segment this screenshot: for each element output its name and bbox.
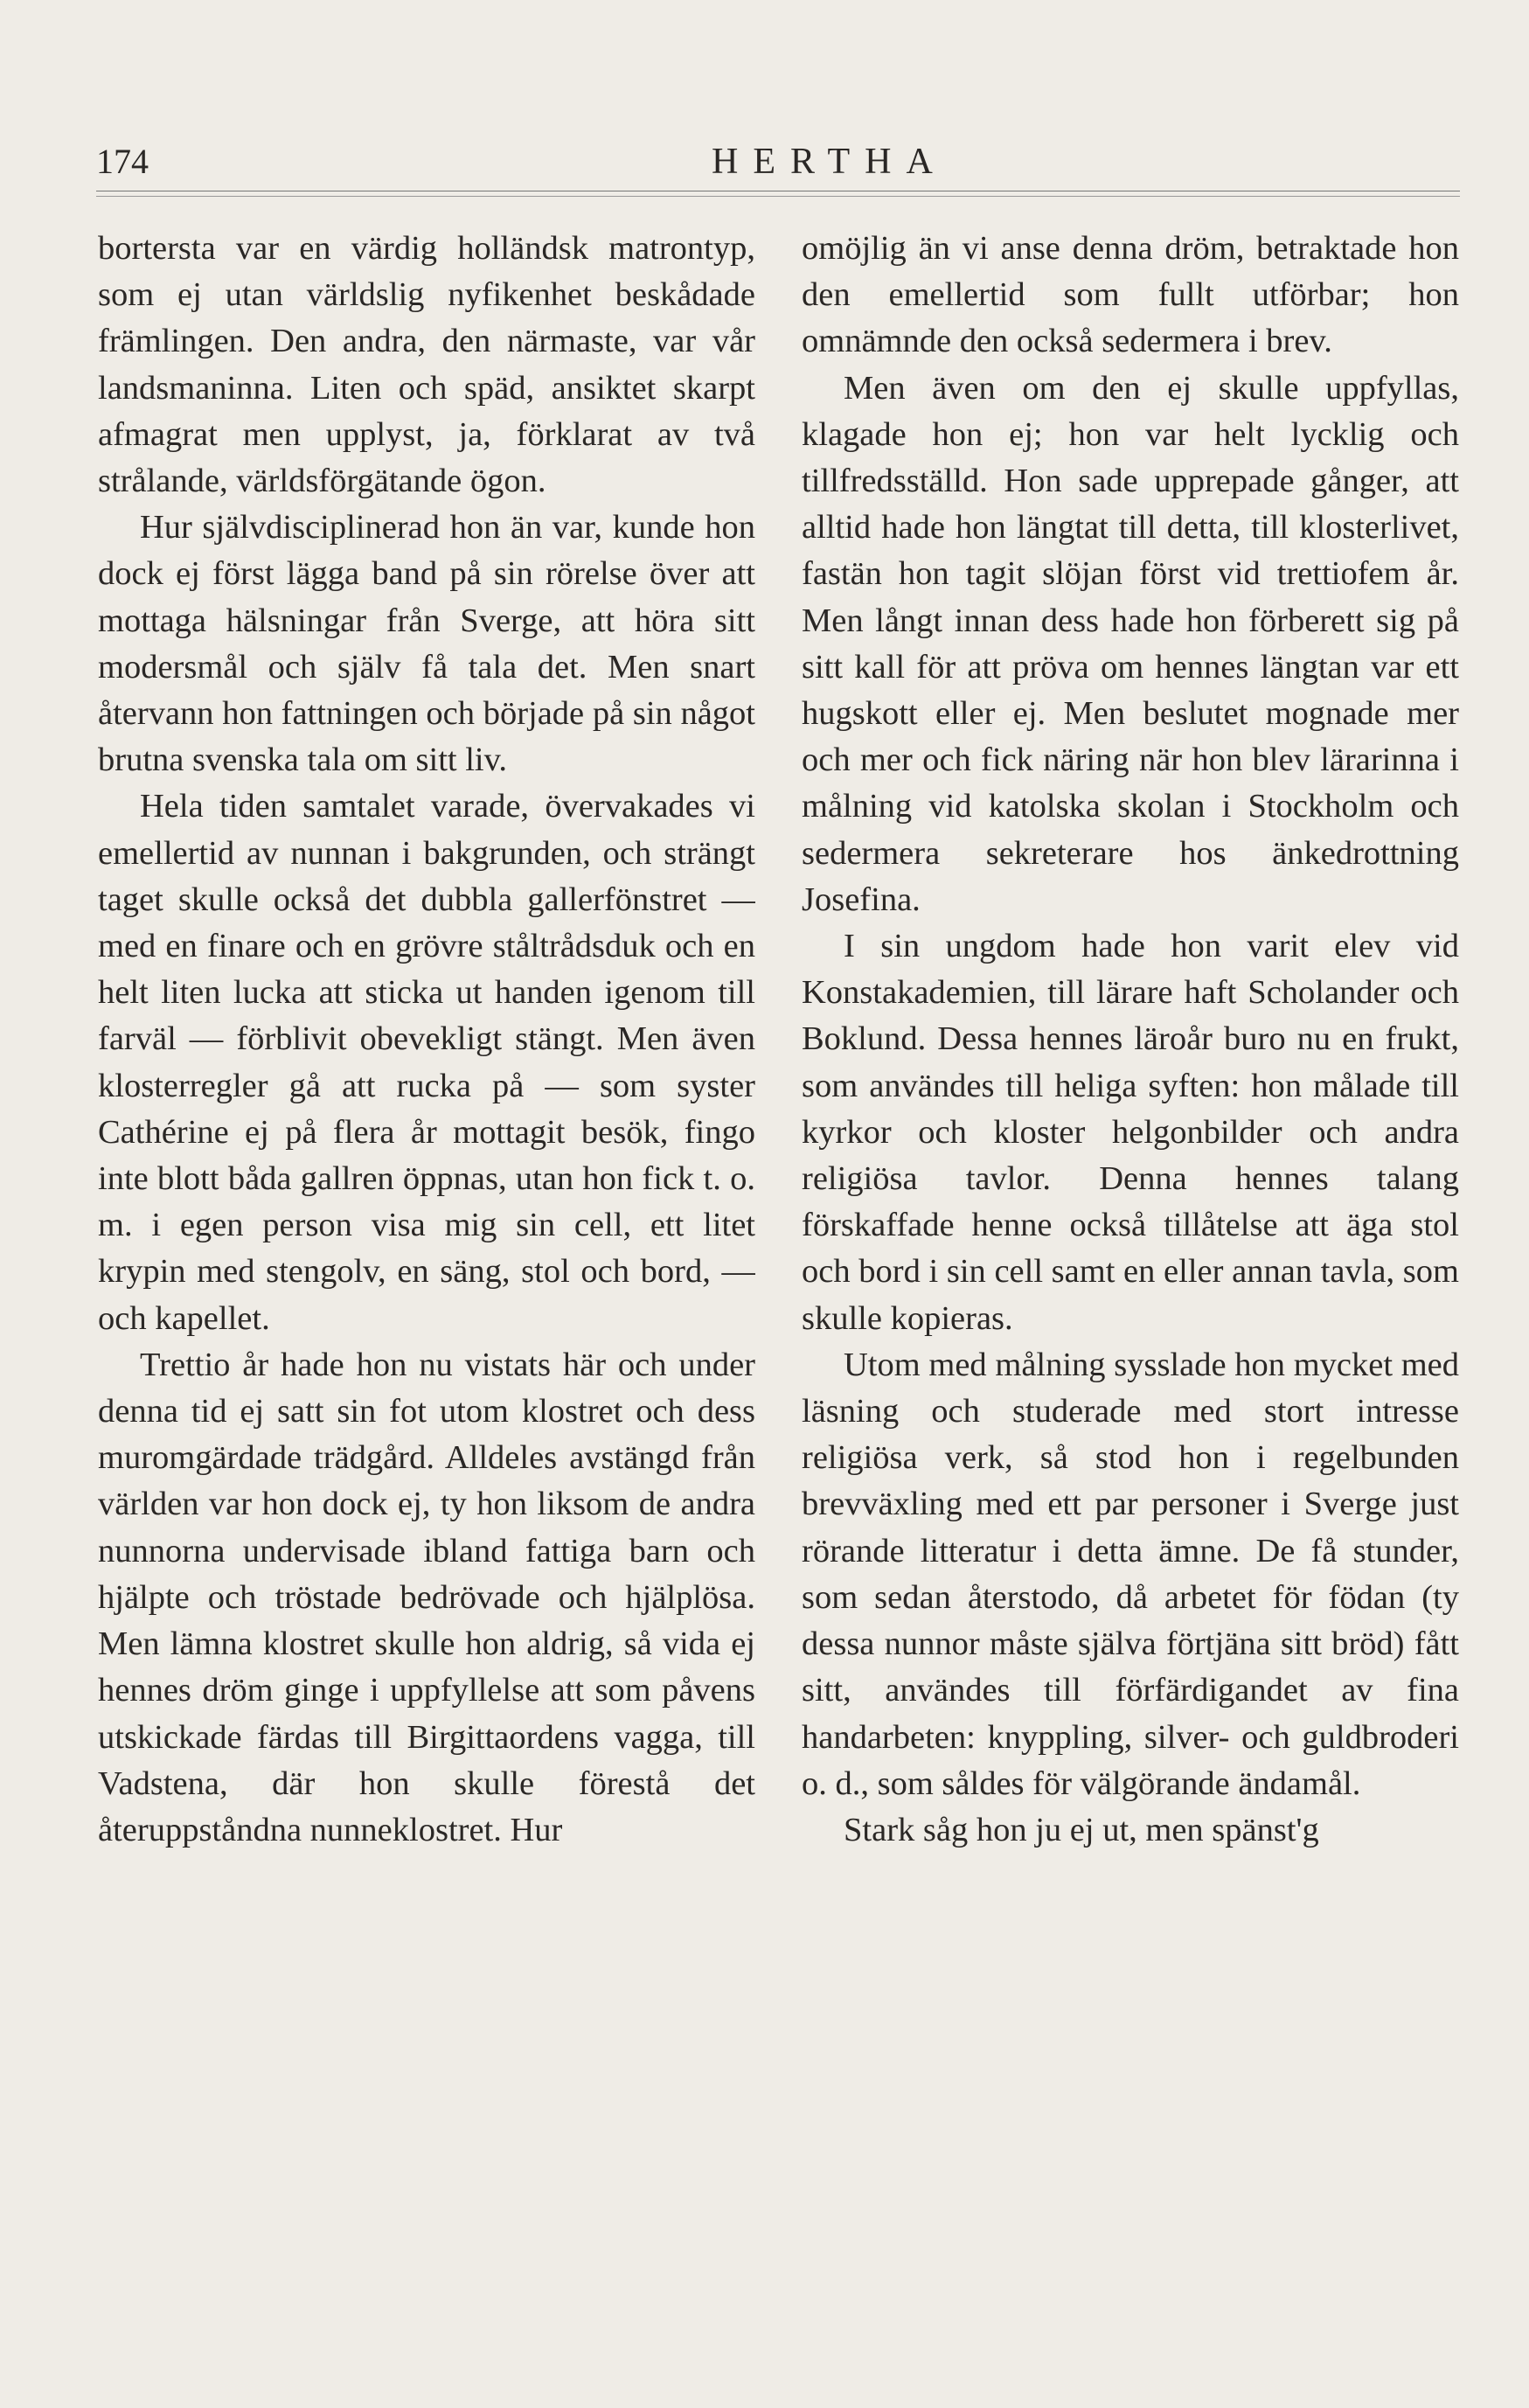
left-column (98, 226, 755, 2359)
page-number: 174 (96, 142, 149, 181)
header-rule-secondary (96, 196, 1460, 197)
paragraph: Utom med målning sysslade hon mycket med läsning och studerade med stort intresse religiösa verk, så stod hon i regelbunden brevväxling med ett par personer i Sverge just rörande litteratur i detta ämne. De få stunder, som sedan återstodo, då arbetet för födan (ty dessa nunnor måste själva förtjäna sitt bröd) fått sitt, användes till förfärdigandet av fina handarbeten: knyppling, silver- och guldbroderi o. d., som såldes för välgörande ändamål. (802, 1346, 1459, 1802)
paragraph: Trettio år hade hon nu vistats här och under denna tid ej satt sin fot utom klostret och dess muromgärdade trädgård. Alldeles avstängd från världen var hon dock ej, ty hon liksom de andra nunnorna undervisade ibland fattiga barn och hjälpte och tröstade bedrövade och hjälplösa. Men lämna klostret skulle hon aldrig, så vida ej hennes dröm ginge i uppfyllelse att som påvens utskickade färdas till Birgittaordens vagga, till Vadstena, där hon skulle förestå det återuppståndna nunneklostret. Hur (98, 1346, 755, 1848)
right-column (802, 226, 1459, 2359)
paragraph: omöjlig än vi anse denna dröm, betraktade hon den emellertid som fullt utförbar; hon omnämnde den också sedermera i brev. (802, 230, 1459, 360)
page-header (96, 136, 1460, 188)
paragraph: Hela tiden samtalet varade, övervakades vi emellertid av nunnan i bakgrunden, och strängt taget skulle också det dubbla gallerfönstret — med en finare och en grövre ståltrådsduk och en helt liten lucka att sticka ut handen igenom till farväl — förblivit obevekligt stängt. Men även klosterregler gå att rucka på — som syster Cathérine ej på flera år mottagit besök, fingo inte blott båda gallren öppnas, utan hon fick t. o. m. i egen person visa mig sin cell, ett litet krypin med stengolv, en säng, stol och bord, — och kapellet. (98, 788, 755, 1337)
paragraph: bortersta var en värdig holländsk matrontyp, som ej utan världslig nyfikenhet beskådade främlingen. Den andra, den närmaste, var vår landsmaninna. Liten och späd, ansiktet skarpt afmagrat men upplyst, ja, förklarat av två strålande, världsförgätande ögon. (98, 230, 755, 500)
paragraph: Men även om den ej skulle uppfyllas, klagade hon ej; hon var helt lycklig och tillfredsställd. Hon sade upprepade gånger, att alltid hade hon längtat till detta, till klosterlivet, fastän hon tagit slöjan först vid trettiofem år. Men långt innan dess hade hon förberett sig på sitt kall för att pröva om hennes längtan var ett hugskott eller ej. Men beslutet mognade mer och mer och fick näring när hon blev lärarinna i målning vid katolska skolan i Stockholm och sedermera sekreterare hos änkedrottning Josefina. (802, 369, 1459, 918)
paragraph: I sin ungdom hade hon varit elev vid Konstakademien, till lärare haft Scholander och Boklund. Dessa hennes läroår buro nu en frukt, som användes till heliga syften: hon målade till kyrkor och kloster helgonbilder och andra religiösa tavlor. Denna hennes talang förskaffade henne också tillåtelse att äga stol och bord i sin cell samt en eller annan tavla, som skulle kopieras. (802, 928, 1459, 1337)
paragraph: Hur självdisciplinerad hon än var, kunde hon dock ej först lägga band på sin rörelse över att mottaga hälsningar från Sverge, att höra sitt modersmål och själv få tala det. Men snart återvann hon fattningen och började på sin något brutna svenska tala om sitt liv. (98, 509, 755, 779)
paragraph: Stark såg hon ju ej ut, men spänst'g (844, 1811, 1319, 1848)
running-title: HERTHA (712, 142, 948, 182)
